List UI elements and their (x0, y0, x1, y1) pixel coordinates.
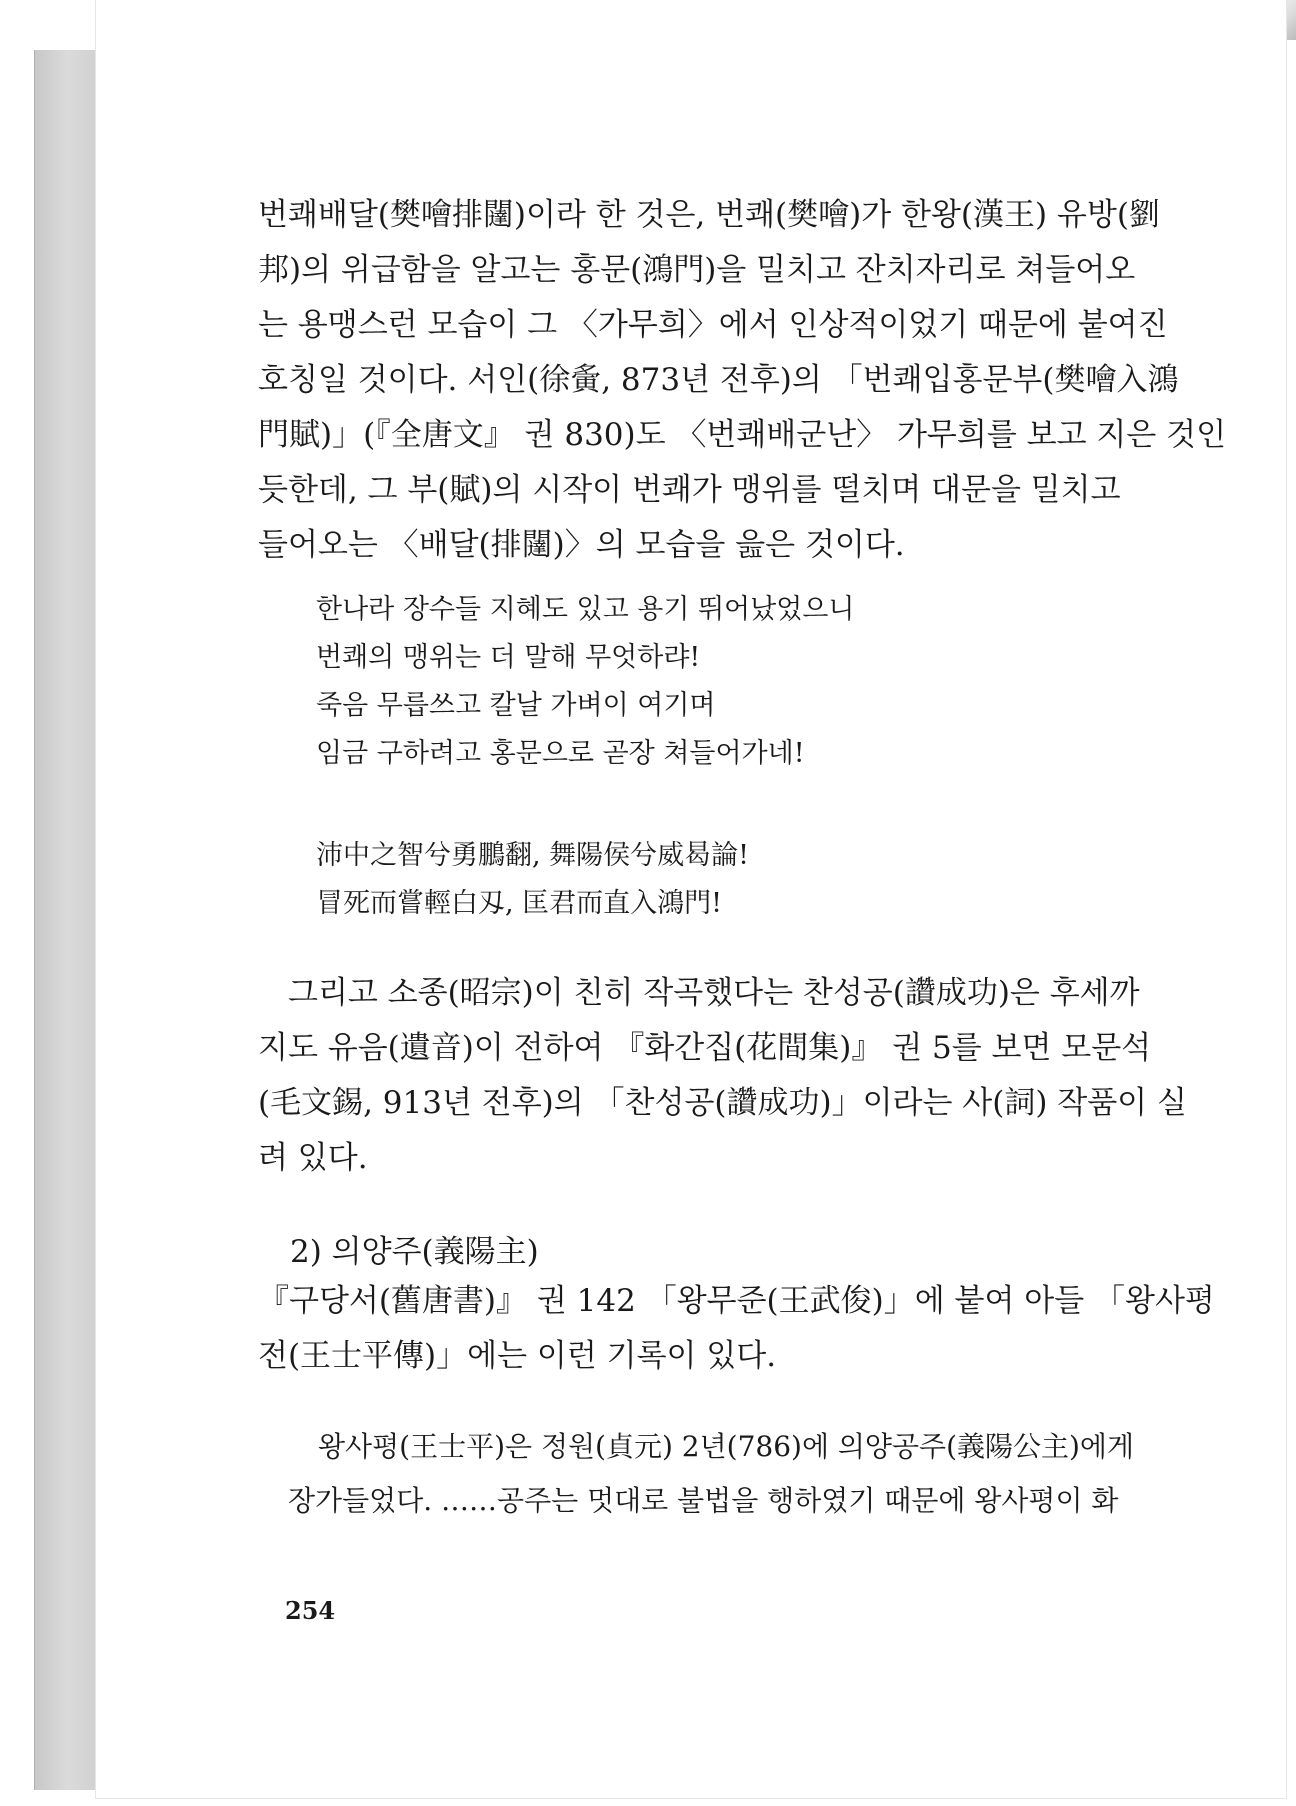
quote-block (288, 1420, 1135, 1528)
paragraph-1-line: 들어오는 〈배달(排闥)〉의 모습을 읊은 것이다. (258, 527, 905, 563)
paragraph-1-line: 듯한데, 그 부(賦)의 시작이 번쾌가 맹위를 떨치며 대문을 밀치고 (258, 472, 1121, 508)
paragraph-2-line: 지도 유음(遺音)이 전하여 『화간집(花間集)』 권 5를 보면 모문석 (258, 1030, 1152, 1066)
paragraph-1-line: 호칭일 것이다. 서인(徐夤, 873년 전후)의 「번쾌입홍문부(樊噲入鴻 (258, 362, 1179, 398)
verse-chinese-line: 冒死而嘗輕白刄, 匡君而直入鴻門! (316, 888, 723, 919)
book-spine (34, 50, 99, 1790)
quote-line: 왕사평(王士平)은 정원(貞元) 2년(786)에 의양공주(義陽公主)에게 (318, 1430, 1135, 1463)
verse-korean-line: 임금 구하려고 홍문으로 곧장 쳐들어가네! (316, 738, 805, 769)
paragraph-1-line: 번쾌배달(樊噲排闥)이라 한 것은, 번쾌(樊噲)가 한왕(漢王) 유방(劉 (258, 197, 1160, 233)
quote-line: 장가들었다. ……공주는 멋대로 불법을 행하였기 때문에 왕사평이 화 (288, 1484, 1119, 1517)
paragraph-1-line: 門賦)」(『全唐文』 권 830)도 〈번쾌배군난〉 가무희를 보고 지은 것인 (258, 417, 1227, 453)
verse-chinese (316, 832, 1116, 928)
verse-chinese-line: 沛中之智兮勇鵬翻, 舞陽侯兮威曷論! (316, 840, 750, 871)
paragraph-2 (258, 966, 1187, 1186)
page-number: 254 (285, 1596, 336, 1625)
paragraph-3-line: 『구당서(舊唐書)』 권 142 「왕무준(王武俊)」에 붙여 아들 「왕사평 (258, 1283, 1215, 1319)
verse-korean-line: 한나라 장수들 지혜도 있고 용기 뛰어났었으니 (316, 594, 855, 625)
verse-korean-line: 죽음 무릅쓰고 칼날 가벼이 여기며 (316, 690, 716, 721)
paragraph-2-line: 려 있다. (258, 1140, 368, 1176)
paragraph-3 (258, 1274, 1215, 1384)
paragraph-1-line: 는 용맹스런 모습이 그 〈가무희〉에서 인상적이었기 때문에 붙여진 (258, 307, 1168, 343)
paragraph-1-line: 邦)의 위급함을 알고는 홍문(鴻門)을 밀치고 잔치자리로 쳐들어오 (258, 252, 1136, 288)
paragraph-3-line: 전(王士平傳)」에는 이런 기록이 있다. (258, 1338, 777, 1374)
verse-korean-line: 번쾌의 맹위는 더 말해 무엇하랴! (316, 642, 701, 673)
section-heading: 2) 의양주(義陽主) (290, 1234, 539, 1270)
verse-korean (316, 586, 1116, 778)
paragraph-2-line: (毛文錫, 913년 전후)의 「찬성공(讚成功)」이라는 사(詞) 작품이 실 (258, 1085, 1187, 1121)
paragraph-1 (258, 188, 1227, 573)
paragraph-2-line: 그리고 소종(昭宗)이 친히 작곡했다는 찬성공(讚成功)은 후세까 (288, 975, 1140, 1011)
